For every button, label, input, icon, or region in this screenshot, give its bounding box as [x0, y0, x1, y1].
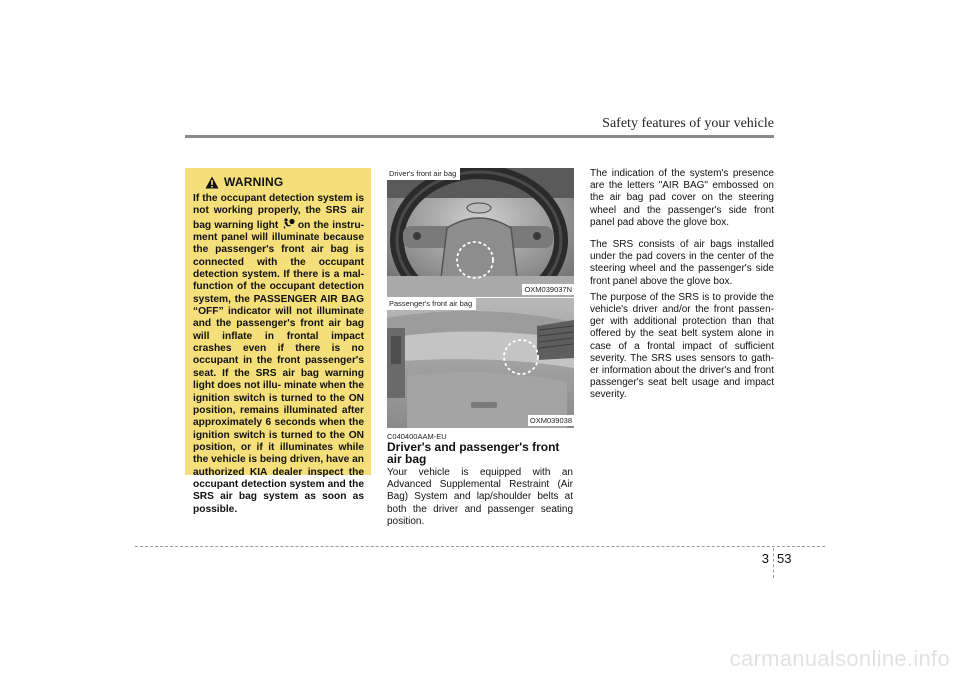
warning-text: [193, 193, 364, 516]
header-rule: [185, 135, 774, 138]
warning-triangle-icon: [205, 176, 219, 189]
photo-caption-passenger: Passenger's front air bag: [387, 298, 476, 310]
warning-text-part1: If the occupant detection system is not working properly, the SRS air bag warning light: [193, 193, 364, 231]
paragraph-2: The SRS consists of air bags installed under the pad covers in the center of the steering wheel and the passenger's side front panel above the glove box.: [590, 239, 774, 287]
watermark: carmanualsonline.info: [729, 646, 950, 671]
warning-title: WARNING: [224, 175, 284, 189]
driver-airbag-photo: [387, 168, 574, 297]
warning-header: [205, 174, 364, 190]
photo-code-passenger: OXM039038: [529, 416, 572, 425]
right-column: [590, 168, 774, 412]
photo-caption-driver: Driver's front air bag: [387, 168, 460, 180]
dashboard-illustration: [387, 298, 574, 428]
page-number: 53: [777, 551, 792, 566]
chapter-number: 3: [761, 551, 769, 566]
passenger-airbag-photo: [387, 298, 574, 428]
footer-rule: [135, 546, 825, 547]
airbag-warning-icon: [282, 218, 295, 229]
section-title: Driver's and passenger's front air bag: [387, 440, 560, 466]
warning-box: [185, 168, 371, 515]
running-header: Safety features of your vehicle: [602, 116, 774, 131]
section-body: Your vehicle is equipped with an Advanced Supplemental Restraint (Air Bag) System and lap/shoulder belts at both the driver and passenger seating position.: [387, 467, 573, 527]
steering-wheel-illustration: [387, 168, 574, 297]
footer-divider: [773, 548, 774, 578]
paragraph-1: The indication of the system's presence are the letters "AIR BAG" embossed on the air bag pad cover on the steering wheel and the passenger's side front panel pad above the glove box.: [590, 168, 774, 228]
section-code: C040400AAM-EU: [387, 432, 447, 441]
paragraph-3: The purpose of the SRS is to provide the vehicle's driver and/or the front passen- ger with additional protection than that offered by the seat belt system alone in case of a frontal impact of sufficient severity. The SRS uses sensors to gath- er information about the driver's and front passenger's seat belt usage and impact severity.: [590, 291, 774, 401]
warning-text-part2: on the instru- ment panel will illuminate because the passenger's front air bag is connected with the occupant detection system. If there is a mal- function of the occupant detection system, the PASSENGER AIR BAG “OFF” indicator will not illuminate and the passenger's front air bag will inflate in frontal impact crashes even if there is no occupant in the front passenger's seat. If the SRS air bag warning light does not illu- minate when the ignition switch is turned to the ON position, remains illuminated after approximately 6 seconds when the ignition switch is turned to the ON position, or if it illuminates while the vehicle is being driven, have an authorized KIA dealer inspect the occupant detection system and the SRS air bag system as soon as possible.: [193, 219, 364, 515]
photo-code-driver: OXM039037N: [524, 285, 572, 294]
